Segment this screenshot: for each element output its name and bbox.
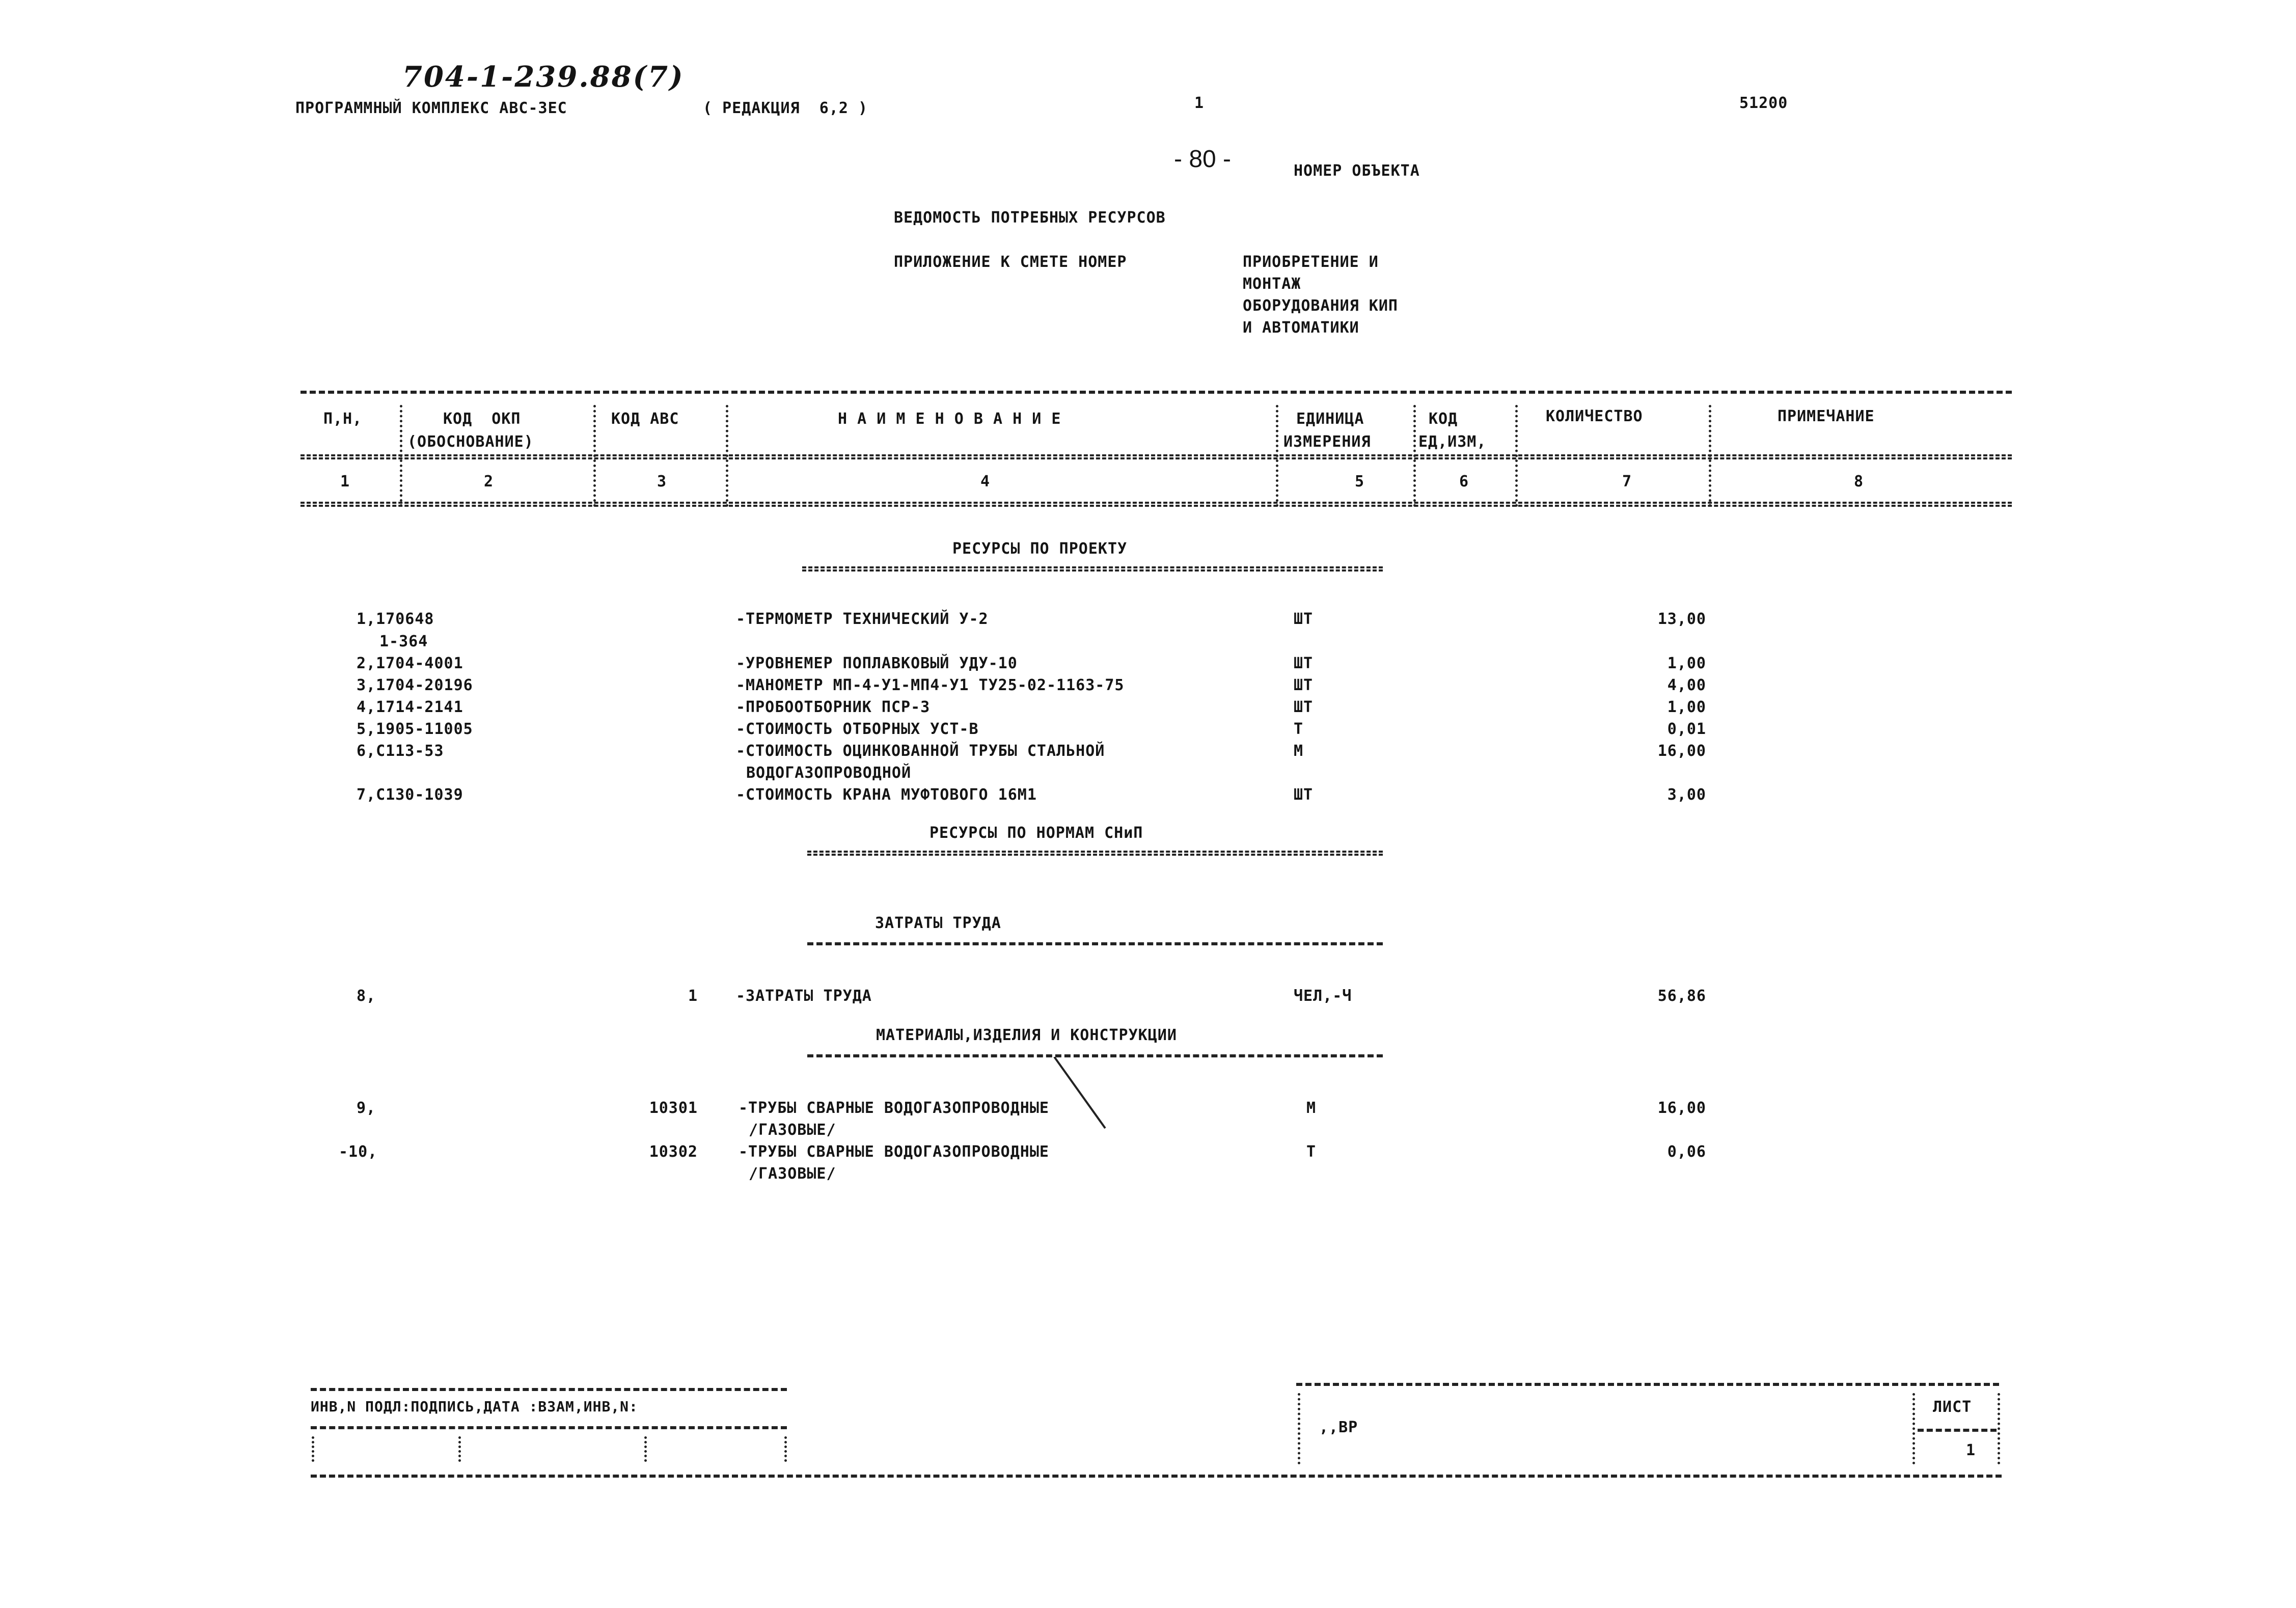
row-quantity: 0,06 xyxy=(1667,1143,1706,1161)
row-quantity: 13,00 xyxy=(1657,610,1706,628)
row-position-code: 6,С113-53 xyxy=(357,742,444,760)
row-name-line-2: ВОДОГАЗОПРОВОДНОЙ xyxy=(746,764,912,782)
col-header-okp-sub: (ОБОСНОВАНИЕ) xyxy=(407,433,534,451)
row-quantity: 1,00 xyxy=(1667,655,1706,672)
section-underline xyxy=(807,851,1383,856)
col-header-quantity: КОЛИЧЕСТВО xyxy=(1546,407,1643,425)
row-unit: ШТ xyxy=(1294,676,1314,694)
row-unit: М xyxy=(1306,1099,1317,1117)
row-name: -СТОИМОСТЬ ОТБОРНЫХ УСТ-В xyxy=(736,720,979,738)
col-number-5: 5 xyxy=(1355,473,1365,490)
handwritten-document-code: 704-1-239.88(7) xyxy=(402,60,685,94)
row-quantity: 16,00 xyxy=(1657,742,1706,760)
row-name: -ТРУБЫ СВАРНЫЕ ВОДОГАЗОПРОВОДНЫЕ xyxy=(739,1099,1049,1117)
row-unit: Т xyxy=(1294,720,1304,738)
row-abc-code: 1 xyxy=(688,987,698,1005)
section-title-labor: ЗАТРАТЫ ТРУДА xyxy=(875,914,1001,932)
row-position-code: 8, xyxy=(357,987,376,1005)
footer-right-text: ,,ВР xyxy=(1319,1419,1358,1436)
pen-stroke-mark xyxy=(1049,1057,1131,1133)
col-number-7: 7 xyxy=(1622,473,1632,490)
col-header-abc: КОД АВС xyxy=(611,410,679,428)
footer-bottom-rule xyxy=(311,1475,2002,1478)
footer-cell-separator xyxy=(1298,1393,1300,1464)
footer-rule xyxy=(1296,1383,1999,1386)
row-name: -ТЕРМОМЕТР ТЕХНИЧЕСКИЙ У-2 xyxy=(736,610,989,628)
col-header-unit: ЕДИНИЦА xyxy=(1296,410,1364,428)
row-position-code: 3,1704-20196 xyxy=(357,676,473,694)
page-number: - 80 - xyxy=(1174,146,1232,173)
footer-rule xyxy=(311,1388,787,1391)
col-number-3: 3 xyxy=(657,473,667,490)
footer-cell-separator xyxy=(458,1436,461,1462)
row-quantity: 4,00 xyxy=(1667,676,1706,694)
row-position-code-line-2: 1-364 xyxy=(379,633,428,650)
row-name: -УРОВНЕМЕР ПОПЛАВКОВЫЙ УДУ-10 xyxy=(736,655,1018,672)
program-name: ПРОГРАММНЫЙ КОМПЛЕКС АВС-3ЕС xyxy=(295,99,567,117)
section-title-project: РЕСУРСЫ ПО ПРОЕКТУ xyxy=(952,540,1128,558)
col-header-unit-sub: ИЗМЕРЕНИЯ xyxy=(1283,433,1371,451)
col-header-pn: П,Н, xyxy=(323,410,363,428)
row-position-code: 2,1704-4001 xyxy=(357,655,463,672)
footer-cell-separator xyxy=(784,1436,787,1462)
sheet-value: 1 xyxy=(1966,1441,1976,1459)
row-unit: М xyxy=(1294,742,1304,760)
footer-cell-separator xyxy=(1998,1393,2000,1464)
row-quantity: 3,00 xyxy=(1667,786,1706,804)
sheet-label: ЛИСТ xyxy=(1933,1398,1972,1416)
sheet-mark: 1 xyxy=(1194,94,1205,112)
row-position-code: 7,С130-1039 xyxy=(357,786,463,804)
row-unit: ЧЕЛ,-Ч xyxy=(1294,987,1352,1005)
row-name-line-2: /ГАЗОВЫЕ/ xyxy=(749,1121,836,1139)
col-header-unit-code: КОД xyxy=(1429,410,1458,428)
col-number-8: 8 xyxy=(1854,473,1864,490)
row-unit: ШТ xyxy=(1294,655,1314,672)
program-edition: ( РЕДАКЦИЯ 6,2 ) xyxy=(703,99,868,117)
row-quantity: 16,00 xyxy=(1657,1099,1706,1117)
row-abc-code: 10301 xyxy=(649,1099,698,1117)
header-separator-rule xyxy=(300,454,2012,459)
document-title: ВЕДОМОСТЬ ПОТРЕБНЫХ РЕСУРСОВ xyxy=(894,209,1166,227)
row-position-code: 5,1905-11005 xyxy=(357,720,473,738)
row-name: -ТРУБЫ СВАРНЫЕ ВОДОГАЗОПРОВОДНЫЕ xyxy=(739,1143,1049,1161)
col-header-okp: КОД ОКП xyxy=(443,410,521,428)
row-name: -СТОИМОСТЬ ОЦИНКОВАННОЙ ТРУБЫ СТАЛЬНОЙ xyxy=(736,742,1105,760)
row-position-code: -10, xyxy=(339,1143,378,1161)
row-position-code: 1,170648 xyxy=(357,610,434,628)
row-name: -СТОИМОСТЬ КРАНА МУФТОВОГО 16М1 xyxy=(736,786,1037,804)
row-abc-code: 10302 xyxy=(649,1143,698,1161)
footer-cell-separator xyxy=(644,1436,647,1462)
footer-cell-separator xyxy=(1912,1393,1915,1464)
col-number-2: 2 xyxy=(484,473,494,490)
header-bottom-rule xyxy=(300,502,2012,507)
row-position-code: 9, xyxy=(357,1099,376,1117)
row-quantity: 1,00 xyxy=(1667,698,1706,716)
table-top-rule xyxy=(300,391,2012,394)
row-name: -ЗАТРАТЫ ТРУДА xyxy=(736,987,872,1005)
section-underline xyxy=(802,566,1383,571)
appendix-line-1: ПРИОБРЕТЕНИЕ И xyxy=(1243,253,1379,271)
row-name: -МАНОМЕТР МП-4-У1-МП4-У1 ТУ25-02-1163-75 xyxy=(736,676,1125,694)
row-quantity: 56,86 xyxy=(1657,987,1706,1005)
row-unit: ШТ xyxy=(1294,698,1314,716)
code-right: 51200 xyxy=(1739,94,1788,112)
appendix-label: ПРИЛОЖЕНИЕ К СМЕТЕ НОМЕР xyxy=(894,253,1127,271)
appendix-line-4: И АВТОМАТИКИ xyxy=(1243,319,1359,337)
section-title-materials: МАТЕРИАЛЫ,ИЗДЕЛИЯ И КОНСТРУКЦИИ xyxy=(876,1026,1177,1044)
row-quantity: 0,01 xyxy=(1667,720,1706,738)
appendix-line-3: ОБОРУДОВАНИЯ КИП xyxy=(1243,297,1398,315)
row-unit: ШТ xyxy=(1294,610,1314,628)
footer-rule xyxy=(311,1426,787,1429)
col-number-6: 6 xyxy=(1459,473,1469,490)
row-name: -ПРОБООТБОРНИК ПСР-3 xyxy=(736,698,931,716)
col-number-1: 1 xyxy=(340,473,350,490)
section-title-snip: РЕСУРСЫ ПО НОРМАМ СНиП xyxy=(930,824,1143,842)
col-header-note: ПРИМЕЧАНИЕ xyxy=(1778,407,1875,425)
row-position-code: 4,1714-2141 xyxy=(357,698,463,716)
col-number-4: 4 xyxy=(980,473,991,490)
col-header-unit-code-sub: ЕД,ИЗМ, xyxy=(1418,433,1487,451)
object-number-label: НОМЕР ОБЪЕКТА xyxy=(1294,162,1420,180)
row-unit: Т xyxy=(1306,1143,1317,1161)
footer-left-header: ИНВ,N ПОДЛ:ПОДПИСЬ,ДАТА :ВЗАМ,ИНВ,N: xyxy=(311,1398,638,1415)
row-name-line-2: /ГАЗОВЫЕ/ xyxy=(749,1165,836,1183)
row-unit: ШТ xyxy=(1294,786,1314,804)
appendix-line-2: МОНТАЖ xyxy=(1243,275,1301,293)
footer-cell-separator xyxy=(312,1436,314,1462)
col-header-name: Н А И М Е Н О В А Н И Е xyxy=(838,410,1061,428)
section-underline xyxy=(807,942,1383,945)
footer-rule xyxy=(1918,1429,1997,1432)
